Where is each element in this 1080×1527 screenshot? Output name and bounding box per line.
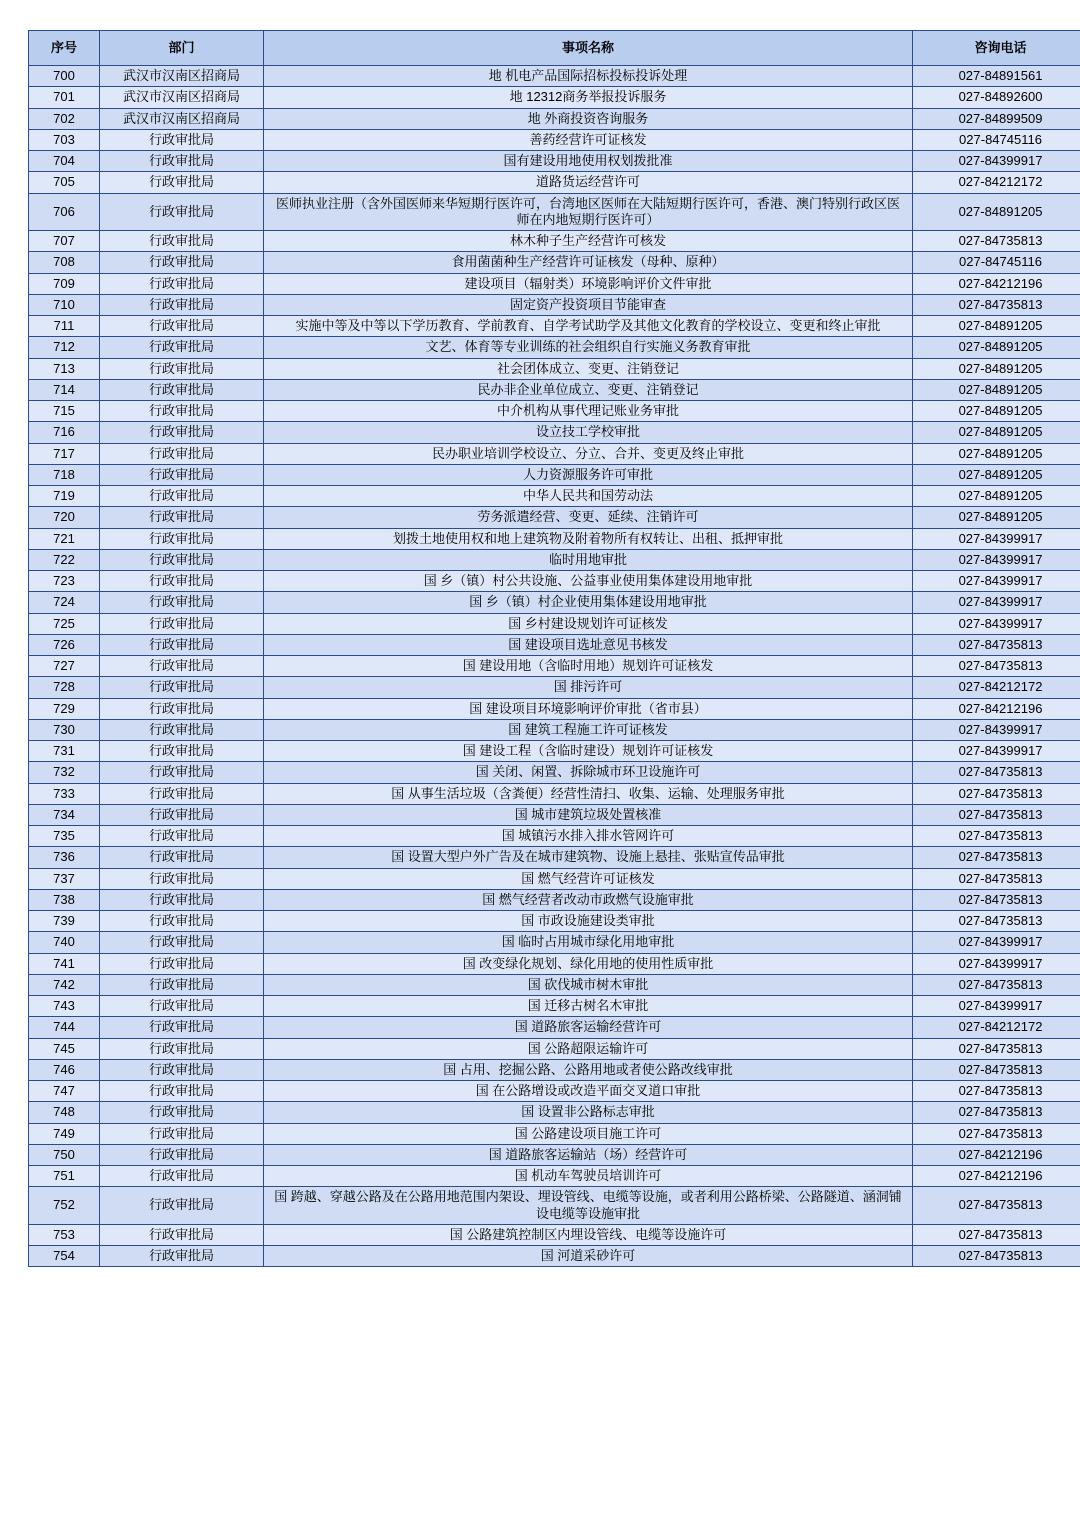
cell-department: 武汉市汉南区招商局 bbox=[100, 108, 264, 129]
cell-no: 710 bbox=[29, 294, 100, 315]
table-row bbox=[29, 66, 1080, 87]
cell-item-name: 国 道路旅客运输经营许可 bbox=[264, 1017, 913, 1038]
cell-item-name: 国 设置大型户外广告及在城市建筑物、设施上悬挂、张贴宣传品审批 bbox=[264, 847, 913, 868]
table-row bbox=[29, 592, 1080, 613]
cell-item-name: 国 机动车驾驶员培训许可 bbox=[264, 1166, 913, 1187]
table-row bbox=[29, 231, 1080, 252]
cell-phone: 027-84735813 bbox=[913, 804, 1080, 825]
cell-item-name: 国 改变绿化规划、绿化用地的使用性质审批 bbox=[264, 953, 913, 974]
cell-phone: 027-84212172 bbox=[913, 677, 1080, 698]
table-row bbox=[29, 316, 1080, 337]
header-cell-phone: 咨询电话 bbox=[913, 31, 1080, 66]
table-row bbox=[29, 358, 1080, 379]
cell-phone: 027-84735813 bbox=[913, 826, 1080, 847]
cell-department: 行政审批局 bbox=[100, 316, 264, 337]
cell-phone: 027-84735813 bbox=[913, 1246, 1080, 1267]
cell-phone: 027-84399917 bbox=[913, 571, 1080, 592]
table-row bbox=[29, 826, 1080, 847]
cell-no: 752 bbox=[29, 1187, 100, 1225]
cell-no: 735 bbox=[29, 826, 100, 847]
cell-department: 行政审批局 bbox=[100, 1059, 264, 1080]
cell-department: 行政审批局 bbox=[100, 358, 264, 379]
cell-item-name: 国 迁移古树名木审批 bbox=[264, 996, 913, 1017]
cell-phone: 027-84735813 bbox=[913, 847, 1080, 868]
cell-item-name: 国 河道采砂许可 bbox=[264, 1246, 913, 1267]
cell-phone: 027-84745116 bbox=[913, 252, 1080, 273]
cell-department: 行政审批局 bbox=[100, 656, 264, 677]
cell-item-name: 国 燃气经营许可证核发 bbox=[264, 868, 913, 889]
cell-phone: 027-84212172 bbox=[913, 1017, 1080, 1038]
cell-no: 720 bbox=[29, 507, 100, 528]
cell-item-name: 国有建设用地使用权划拨批准 bbox=[264, 151, 913, 172]
cell-item-name: 国 占用、挖掘公路、公路用地或者使公路改线审批 bbox=[264, 1059, 913, 1080]
cell-department: 行政审批局 bbox=[100, 571, 264, 592]
cell-item-name: 国 砍伐城市树木审批 bbox=[264, 974, 913, 995]
cell-department: 行政审批局 bbox=[100, 698, 264, 719]
cell-no: 732 bbox=[29, 762, 100, 783]
table-row bbox=[29, 1102, 1080, 1123]
table-row bbox=[29, 422, 1080, 443]
cell-phone: 027-84735813 bbox=[913, 889, 1080, 910]
cell-no: 738 bbox=[29, 889, 100, 910]
cell-phone: 027-84891205 bbox=[913, 358, 1080, 379]
cell-item-name: 实施中等及中等以下学历教育、学前教育、自学考试助学及其他文化教育的学校设立、变更和终止审批 bbox=[264, 316, 913, 337]
cell-department: 行政审批局 bbox=[100, 273, 264, 294]
cell-phone: 027-84212196 bbox=[913, 698, 1080, 719]
cell-phone: 027-84891205 bbox=[913, 401, 1080, 422]
cell-phone: 027-84735813 bbox=[913, 294, 1080, 315]
cell-phone: 027-84892600 bbox=[913, 87, 1080, 108]
cell-item-name: 国 公路建筑控制区内埋设管线、电缆等设施许可 bbox=[264, 1224, 913, 1245]
table-row bbox=[29, 868, 1080, 889]
cell-no: 725 bbox=[29, 613, 100, 634]
table-row bbox=[29, 401, 1080, 422]
cell-department: 行政审批局 bbox=[100, 401, 264, 422]
table-row bbox=[29, 1187, 1080, 1225]
cell-item-name: 国 乡（镇）村公共设施、公益事业使用集体建设用地审批 bbox=[264, 571, 913, 592]
cell-item-name: 国 关闭、闲置、拆除城市环卫设施许可 bbox=[264, 762, 913, 783]
cell-phone: 027-84735813 bbox=[913, 1187, 1080, 1225]
cell-department: 行政审批局 bbox=[100, 1123, 264, 1144]
cell-no: 742 bbox=[29, 974, 100, 995]
cell-department: 行政审批局 bbox=[100, 464, 264, 485]
cell-phone: 027-84212196 bbox=[913, 273, 1080, 294]
cell-no: 730 bbox=[29, 719, 100, 740]
cell-phone: 027-84891205 bbox=[913, 193, 1080, 231]
table-row bbox=[29, 974, 1080, 995]
table-row bbox=[29, 783, 1080, 804]
cell-department: 行政审批局 bbox=[100, 1038, 264, 1059]
cell-phone: 027-84735813 bbox=[913, 656, 1080, 677]
cell-phone: 027-84735813 bbox=[913, 1038, 1080, 1059]
cell-phone: 027-84735813 bbox=[913, 1102, 1080, 1123]
cell-department: 行政审批局 bbox=[100, 804, 264, 825]
cell-phone: 027-84212172 bbox=[913, 172, 1080, 193]
cell-item-name: 国 临时占用城市绿化用地审批 bbox=[264, 932, 913, 953]
table-row bbox=[29, 193, 1080, 231]
cell-department: 行政审批局 bbox=[100, 337, 264, 358]
cell-item-name: 设立技工学校审批 bbox=[264, 422, 913, 443]
cell-item-name: 食用菌菌种生产经营许可证核发（母种、原种） bbox=[264, 252, 913, 273]
cell-no: 724 bbox=[29, 592, 100, 613]
cell-phone: 027-84399917 bbox=[913, 613, 1080, 634]
cell-department: 行政审批局 bbox=[100, 443, 264, 464]
cell-department: 行政审批局 bbox=[100, 379, 264, 400]
table-header bbox=[29, 31, 1080, 66]
cell-item-name: 临时用地审批 bbox=[264, 549, 913, 570]
cell-department: 行政审批局 bbox=[100, 783, 264, 804]
cell-department: 行政审批局 bbox=[100, 889, 264, 910]
table-row bbox=[29, 613, 1080, 634]
cell-department: 行政审批局 bbox=[100, 294, 264, 315]
cell-phone: 027-84891205 bbox=[913, 316, 1080, 337]
cell-item-name: 中华人民共和国劳动法 bbox=[264, 486, 913, 507]
table-row bbox=[29, 108, 1080, 129]
cell-item-name: 地 机电产品国际招标投标投诉处理 bbox=[264, 66, 913, 87]
cell-phone: 027-84735813 bbox=[913, 1059, 1080, 1080]
table-row bbox=[29, 549, 1080, 570]
cell-no: 746 bbox=[29, 1059, 100, 1080]
cell-department: 行政审批局 bbox=[100, 911, 264, 932]
table-row bbox=[29, 337, 1080, 358]
cell-no: 700 bbox=[29, 66, 100, 87]
cell-item-name: 国 城镇污水排入排水管网许可 bbox=[264, 826, 913, 847]
cell-department: 行政审批局 bbox=[100, 974, 264, 995]
cell-item-name: 国 排污许可 bbox=[264, 677, 913, 698]
cell-department: 行政审批局 bbox=[100, 592, 264, 613]
cell-phone: 027-84891561 bbox=[913, 66, 1080, 87]
cell-item-name: 国 城市建筑垃圾处置核准 bbox=[264, 804, 913, 825]
cell-department: 行政审批局 bbox=[100, 847, 264, 868]
cell-item-name: 民办非企业单位成立、变更、注销登记 bbox=[264, 379, 913, 400]
cell-item-name: 国 乡（镇）村企业使用集体建设用地审批 bbox=[264, 592, 913, 613]
cell-item-name: 划拨土地使用权和地上建筑物及附着物所有权转让、出租、抵押审批 bbox=[264, 528, 913, 549]
table-row bbox=[29, 1038, 1080, 1059]
cell-no: 704 bbox=[29, 151, 100, 172]
cell-department: 行政审批局 bbox=[100, 762, 264, 783]
cell-no: 715 bbox=[29, 401, 100, 422]
cell-no: 728 bbox=[29, 677, 100, 698]
cell-no: 722 bbox=[29, 549, 100, 570]
table-row bbox=[29, 656, 1080, 677]
cell-no: 708 bbox=[29, 252, 100, 273]
cell-no: 707 bbox=[29, 231, 100, 252]
cell-item-name: 劳务派遣经营、变更、延续、注销许可 bbox=[264, 507, 913, 528]
cell-no: 740 bbox=[29, 932, 100, 953]
cell-item-name: 民办职业培训学校设立、分立、合并、变更及终止审批 bbox=[264, 443, 913, 464]
affairs-table bbox=[28, 30, 1080, 1267]
table-row bbox=[29, 1081, 1080, 1102]
table-row bbox=[29, 741, 1080, 762]
table-row bbox=[29, 1059, 1080, 1080]
table-row bbox=[29, 1144, 1080, 1165]
cell-item-name: 国 跨越、穿越公路及在公路用地范围内架设、埋设管线、电缆等设施，或者利用公路桥梁、公路隧道、涵洞铺设电缆等设施审批 bbox=[264, 1187, 913, 1225]
cell-phone: 027-84399917 bbox=[913, 953, 1080, 974]
cell-phone: 027-84891205 bbox=[913, 507, 1080, 528]
cell-phone: 027-84399917 bbox=[913, 549, 1080, 570]
cell-department: 行政审批局 bbox=[100, 422, 264, 443]
cell-no: 726 bbox=[29, 634, 100, 655]
cell-no: 753 bbox=[29, 1224, 100, 1245]
table-row bbox=[29, 151, 1080, 172]
cell-no: 709 bbox=[29, 273, 100, 294]
cell-no: 739 bbox=[29, 911, 100, 932]
cell-no: 748 bbox=[29, 1102, 100, 1123]
cell-phone: 027-84735813 bbox=[913, 783, 1080, 804]
cell-no: 731 bbox=[29, 741, 100, 762]
cell-phone: 027-84891205 bbox=[913, 464, 1080, 485]
cell-phone: 027-84735813 bbox=[913, 974, 1080, 995]
cell-department: 武汉市汉南区招商局 bbox=[100, 66, 264, 87]
table-row bbox=[29, 273, 1080, 294]
cell-no: 747 bbox=[29, 1081, 100, 1102]
cell-department: 行政审批局 bbox=[100, 1081, 264, 1102]
header-cell-department: 部门 bbox=[100, 31, 264, 66]
cell-item-name: 国 建设工程（含临时建设）规划许可证核发 bbox=[264, 741, 913, 762]
cell-item-name: 国 市政设施建设类审批 bbox=[264, 911, 913, 932]
cell-no: 702 bbox=[29, 108, 100, 129]
table-row bbox=[29, 1123, 1080, 1144]
table-row bbox=[29, 889, 1080, 910]
table-row bbox=[29, 507, 1080, 528]
cell-no: 754 bbox=[29, 1246, 100, 1267]
cell-phone: 027-84891205 bbox=[913, 379, 1080, 400]
cell-department: 行政审批局 bbox=[100, 677, 264, 698]
cell-phone: 027-84399917 bbox=[913, 741, 1080, 762]
cell-department: 行政审批局 bbox=[100, 1102, 264, 1123]
table-row bbox=[29, 1224, 1080, 1245]
cell-item-name: 地 12312商务举报投诉服务 bbox=[264, 87, 913, 108]
cell-item-name: 社会团体成立、变更、注销登记 bbox=[264, 358, 913, 379]
cell-department: 行政审批局 bbox=[100, 1224, 264, 1245]
table-row bbox=[29, 953, 1080, 974]
cell-no: 734 bbox=[29, 804, 100, 825]
cell-no: 713 bbox=[29, 358, 100, 379]
header-cell-item-name: 事项名称 bbox=[264, 31, 913, 66]
cell-no: 712 bbox=[29, 337, 100, 358]
cell-item-name: 国 在公路增设或改造平面交叉道口审批 bbox=[264, 1081, 913, 1102]
cell-department: 行政审批局 bbox=[100, 1017, 264, 1038]
cell-item-name: 国 建设用地（含临时用地）规划许可证核发 bbox=[264, 656, 913, 677]
cell-no: 721 bbox=[29, 528, 100, 549]
cell-department: 行政审批局 bbox=[100, 1166, 264, 1187]
cell-phone: 027-84735813 bbox=[913, 868, 1080, 889]
cell-phone: 027-84399917 bbox=[913, 932, 1080, 953]
cell-item-name: 国 公路建设项目施工许可 bbox=[264, 1123, 913, 1144]
cell-no: 744 bbox=[29, 1017, 100, 1038]
cell-no: 719 bbox=[29, 486, 100, 507]
cell-phone: 027-84735813 bbox=[913, 634, 1080, 655]
cell-phone: 027-84735813 bbox=[913, 1123, 1080, 1144]
cell-phone: 027-84399917 bbox=[913, 996, 1080, 1017]
cell-department: 行政审批局 bbox=[100, 1144, 264, 1165]
table-row bbox=[29, 1246, 1080, 1267]
cell-no: 749 bbox=[29, 1123, 100, 1144]
cell-no: 716 bbox=[29, 422, 100, 443]
cell-phone: 027-84891205 bbox=[913, 422, 1080, 443]
cell-department: 武汉市汉南区招商局 bbox=[100, 87, 264, 108]
cell-phone: 027-84735813 bbox=[913, 231, 1080, 252]
cell-department: 行政审批局 bbox=[100, 1246, 264, 1267]
cell-no: 705 bbox=[29, 172, 100, 193]
cell-phone: 027-84735813 bbox=[913, 762, 1080, 783]
cell-item-name: 林木种子生产经营许可核发 bbox=[264, 231, 913, 252]
cell-no: 703 bbox=[29, 129, 100, 150]
cell-department: 行政审批局 bbox=[100, 613, 264, 634]
cell-no: 736 bbox=[29, 847, 100, 868]
cell-item-name: 人力资源服务许可审批 bbox=[264, 464, 913, 485]
cell-no: 723 bbox=[29, 571, 100, 592]
table-row bbox=[29, 87, 1080, 108]
cell-phone: 027-84891205 bbox=[913, 337, 1080, 358]
table-row bbox=[29, 443, 1080, 464]
table-row bbox=[29, 996, 1080, 1017]
cell-department: 行政审批局 bbox=[100, 129, 264, 150]
table-row bbox=[29, 847, 1080, 868]
header-cell-no: 序号 bbox=[29, 31, 100, 66]
table-row bbox=[29, 911, 1080, 932]
cell-department: 行政审批局 bbox=[100, 172, 264, 193]
cell-no: 711 bbox=[29, 316, 100, 337]
table-row bbox=[29, 634, 1080, 655]
cell-department: 行政审批局 bbox=[100, 868, 264, 889]
cell-phone: 027-84212196 bbox=[913, 1166, 1080, 1187]
cell-item-name: 建设项目（辐射类）环境影响评价文件审批 bbox=[264, 273, 913, 294]
cell-item-name: 国 建设项目环境影响评价审批（省市县） bbox=[264, 698, 913, 719]
cell-department: 行政审批局 bbox=[100, 549, 264, 570]
cell-no: 717 bbox=[29, 443, 100, 464]
cell-department: 行政审批局 bbox=[100, 231, 264, 252]
cell-item-name: 国 燃气经营者改动市政燃气设施审批 bbox=[264, 889, 913, 910]
table-row bbox=[29, 294, 1080, 315]
cell-phone: 027-84735813 bbox=[913, 911, 1080, 932]
cell-department: 行政审批局 bbox=[100, 528, 264, 549]
cell-item-name: 文艺、体育等专业训练的社会组织自行实施义务教育审批 bbox=[264, 337, 913, 358]
cell-department: 行政审批局 bbox=[100, 252, 264, 273]
cell-department: 行政审批局 bbox=[100, 507, 264, 528]
cell-no: 706 bbox=[29, 193, 100, 231]
cell-no: 718 bbox=[29, 464, 100, 485]
cell-department: 行政审批局 bbox=[100, 1187, 264, 1225]
cell-phone: 027-84735813 bbox=[913, 1224, 1080, 1245]
cell-phone: 027-84891205 bbox=[913, 486, 1080, 507]
cell-no: 745 bbox=[29, 1038, 100, 1059]
table-body bbox=[29, 66, 1080, 1267]
cell-item-name: 固定资产投资项目节能审查 bbox=[264, 294, 913, 315]
table-row bbox=[29, 379, 1080, 400]
cell-item-name: 国 道路旅客运输站（场）经营许可 bbox=[264, 1144, 913, 1165]
table-row bbox=[29, 528, 1080, 549]
table-row bbox=[29, 677, 1080, 698]
cell-department: 行政审批局 bbox=[100, 953, 264, 974]
table-row bbox=[29, 762, 1080, 783]
table-row bbox=[29, 1166, 1080, 1187]
cell-no: 737 bbox=[29, 868, 100, 889]
table-row bbox=[29, 1017, 1080, 1038]
cell-no: 727 bbox=[29, 656, 100, 677]
cell-department: 行政审批局 bbox=[100, 826, 264, 847]
cell-phone: 027-84399917 bbox=[913, 719, 1080, 740]
cell-item-name: 中介机构从事代理记账业务审批 bbox=[264, 401, 913, 422]
cell-no: 714 bbox=[29, 379, 100, 400]
table-row bbox=[29, 252, 1080, 273]
cell-no: 729 bbox=[29, 698, 100, 719]
table-row bbox=[29, 932, 1080, 953]
header-row bbox=[29, 31, 1080, 66]
table-row bbox=[29, 571, 1080, 592]
cell-item-name: 国 乡村建设规划许可证核发 bbox=[264, 613, 913, 634]
cell-item-name: 国 公路超限运输许可 bbox=[264, 1038, 913, 1059]
cell-item-name: 道路货运经营许可 bbox=[264, 172, 913, 193]
cell-no: 750 bbox=[29, 1144, 100, 1165]
cell-item-name: 国 建设项目选址意见书核发 bbox=[264, 634, 913, 655]
table-row bbox=[29, 698, 1080, 719]
table-row bbox=[29, 172, 1080, 193]
cell-no: 741 bbox=[29, 953, 100, 974]
table-row bbox=[29, 129, 1080, 150]
cell-phone: 027-84891205 bbox=[913, 443, 1080, 464]
cell-no: 701 bbox=[29, 87, 100, 108]
cell-item-name: 国 建筑工程施工许可证核发 bbox=[264, 719, 913, 740]
cell-department: 行政审批局 bbox=[100, 151, 264, 172]
cell-department: 行政审批局 bbox=[100, 741, 264, 762]
cell-phone: 027-84745116 bbox=[913, 129, 1080, 150]
table-row bbox=[29, 804, 1080, 825]
cell-department: 行政审批局 bbox=[100, 719, 264, 740]
cell-department: 行政审批局 bbox=[100, 486, 264, 507]
cell-phone: 027-84212196 bbox=[913, 1144, 1080, 1165]
cell-phone: 027-84399917 bbox=[913, 592, 1080, 613]
table-row bbox=[29, 486, 1080, 507]
cell-item-name: 医师执业注册（含外国医师来华短期行医许可，台湾地区医师在大陆短期行医许可，香港、澳门特别行政区医师在内地短期行医许可） bbox=[264, 193, 913, 231]
cell-item-name: 国 设置非公路标志审批 bbox=[264, 1102, 913, 1123]
cell-phone: 027-84399917 bbox=[913, 528, 1080, 549]
cell-department: 行政审批局 bbox=[100, 932, 264, 953]
cell-phone: 027-84735813 bbox=[913, 1081, 1080, 1102]
table-row bbox=[29, 719, 1080, 740]
table-row bbox=[29, 464, 1080, 485]
cell-phone: 027-84399917 bbox=[913, 151, 1080, 172]
cell-department: 行政审批局 bbox=[100, 634, 264, 655]
cell-no: 743 bbox=[29, 996, 100, 1017]
cell-no: 751 bbox=[29, 1166, 100, 1187]
cell-item-name: 地 外商投资咨询服务 bbox=[264, 108, 913, 129]
cell-item-name: 国 从事生活垃圾（含粪便）经营性清扫、收集、运输、处理服务审批 bbox=[264, 783, 913, 804]
cell-department: 行政审批局 bbox=[100, 996, 264, 1017]
cell-item-name: 善药经营许可证核发 bbox=[264, 129, 913, 150]
cell-no: 733 bbox=[29, 783, 100, 804]
cell-phone: 027-84899509 bbox=[913, 108, 1080, 129]
cell-department: 行政审批局 bbox=[100, 193, 264, 231]
